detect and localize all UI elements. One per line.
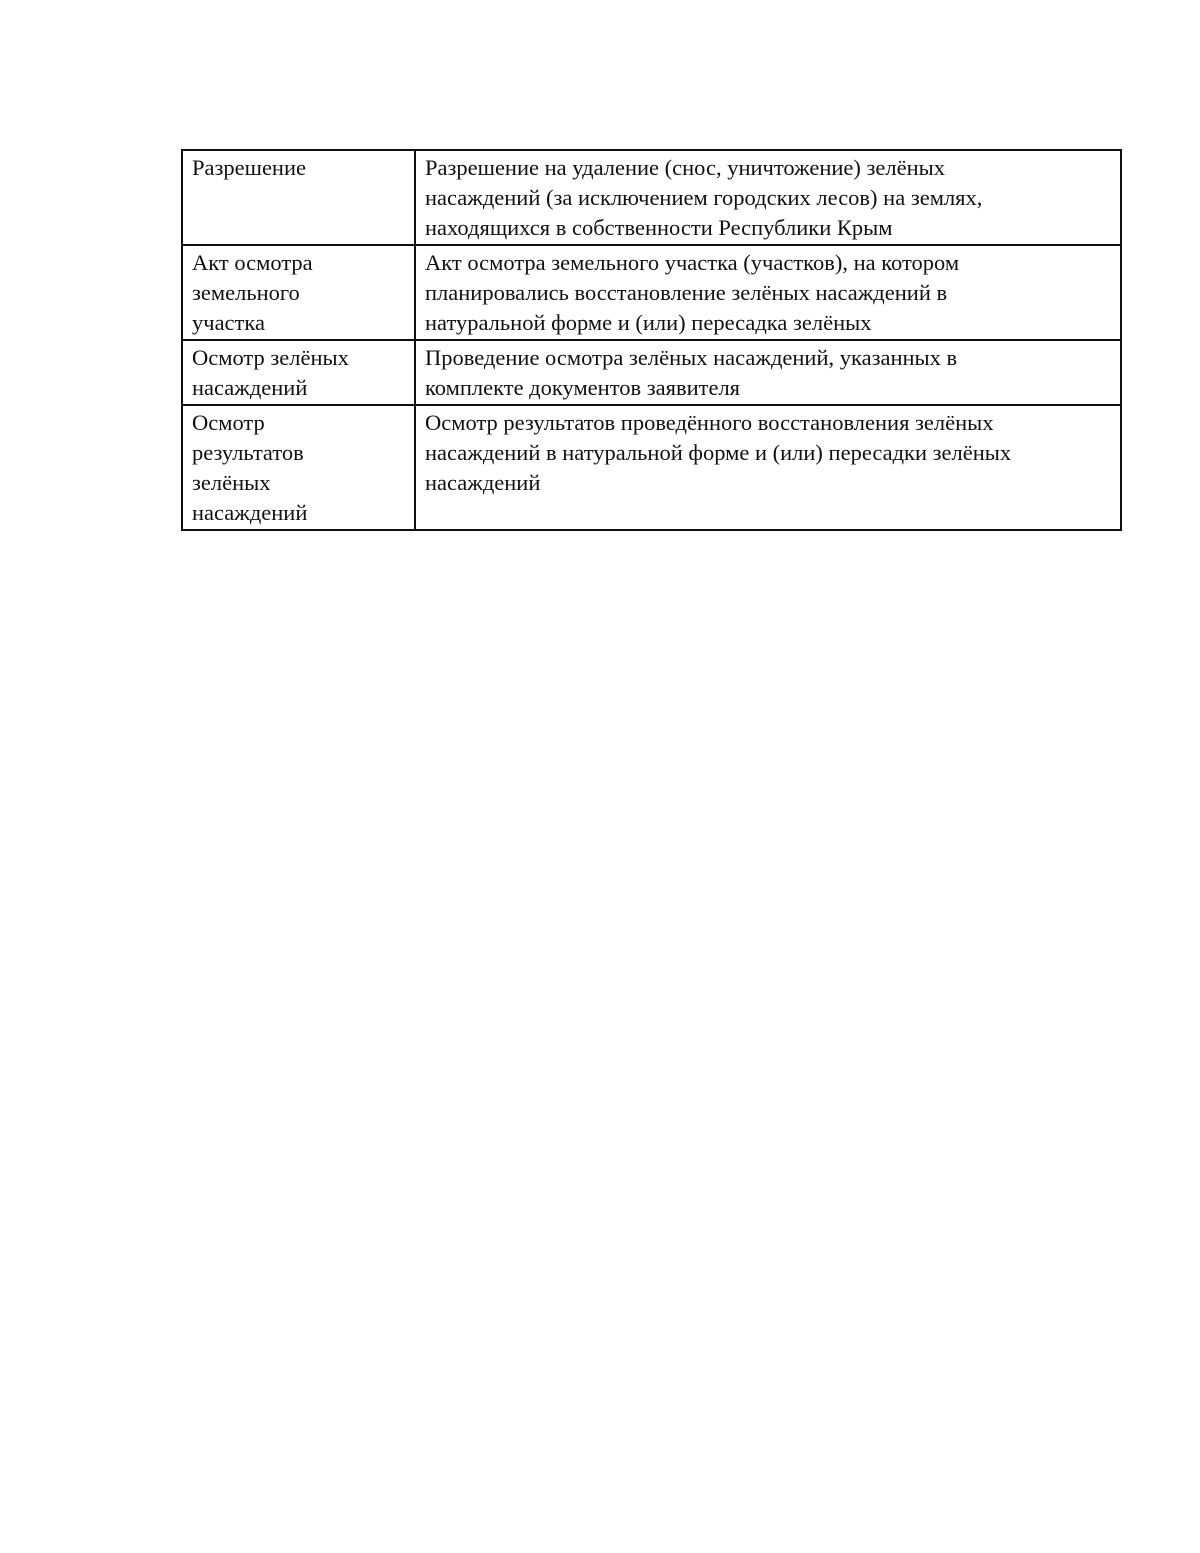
definition-cell: Разрешение на удаление (снос, уничтожение) зелёных насаждений (за исключением городских лесов) на землях, находящихся в собственности Республики Крым: [415, 150, 1121, 245]
glossary-table: [181, 149, 1122, 531]
term-cell: Осмотр результатов зелёных насаждений: [182, 405, 415, 530]
table-row: [182, 245, 1121, 340]
definition-cell: Осмотр результатов проведённого восстановления зелёных насаждений в натуральной форме и (или) пересадки зелёных насаждений: [415, 405, 1121, 530]
term-cell: Разрешение: [182, 150, 415, 245]
term-cell: Акт осмотра земельного участка: [182, 245, 415, 340]
definition-cell: Акт осмотра земельного участка (участков), на котором планировались восстановление зелёных насаждений в натуральной форме и (или) пересадка зелёных: [415, 245, 1121, 340]
table-row: [182, 405, 1121, 530]
term-cell: Осмотр зелёных насаждений: [182, 340, 415, 405]
table-row: [182, 150, 1121, 245]
definition-cell: Проведение осмотра зелёных насаждений, указанных в комплекте документов заявителя: [415, 340, 1121, 405]
table-row: [182, 340, 1121, 405]
